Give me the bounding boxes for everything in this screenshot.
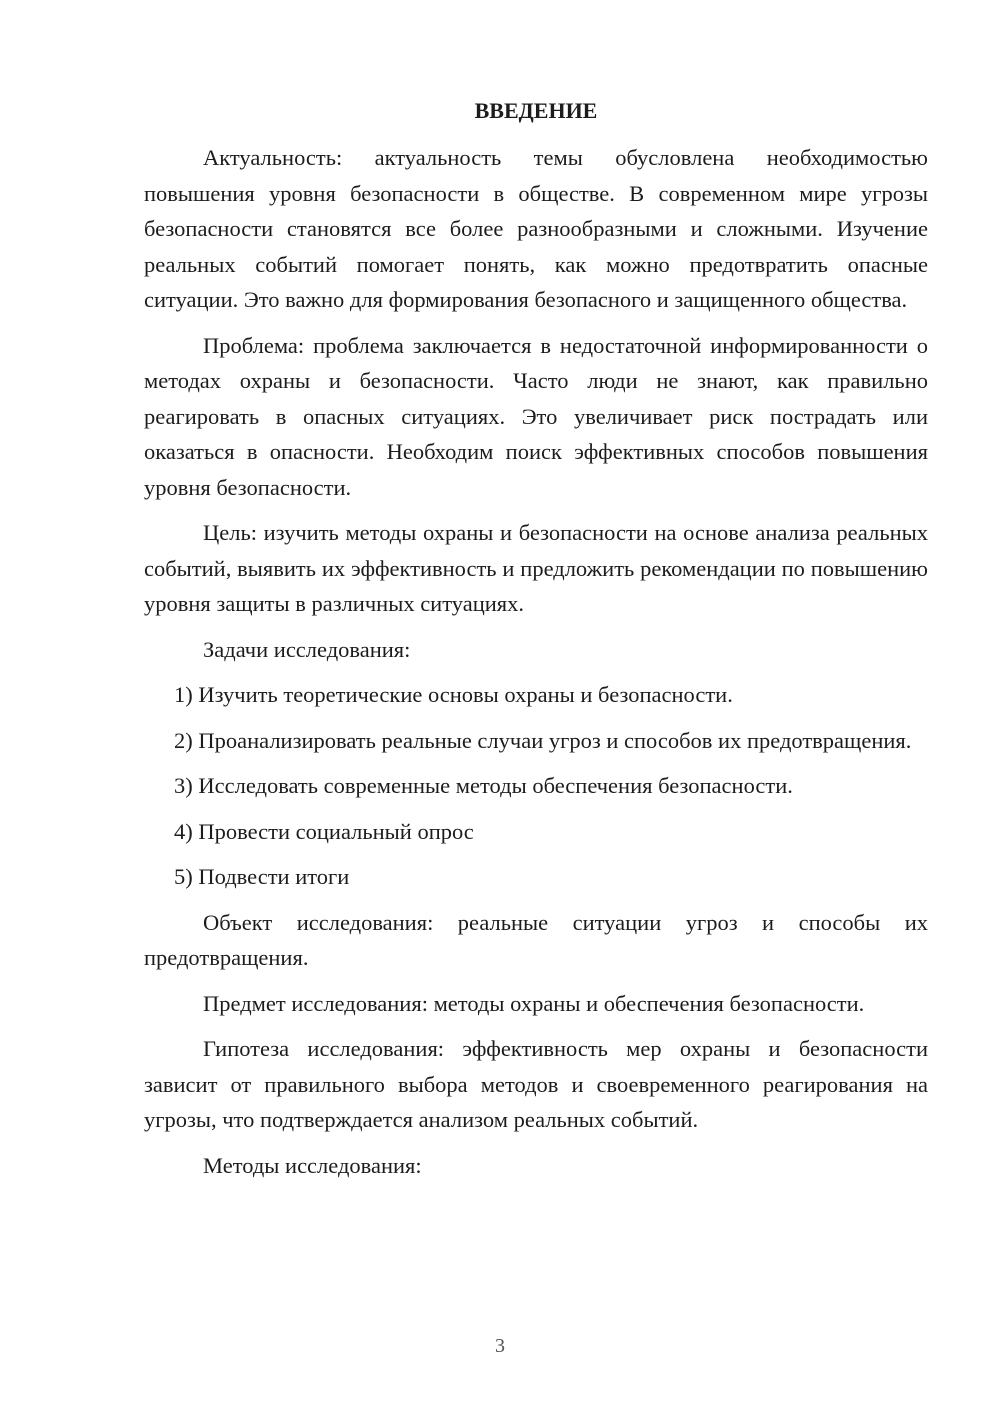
task-item-5: 5) Подвести итоги [174,864,350,889]
task-item-1: 1) Изучить теоретические основы охраны и безопасности. [174,682,733,707]
section-title: ВВЕДЕНИЕ [474,98,598,123]
task-item-4: 4) Провести социальный опрос [174,818,474,844]
paragraph-problem: Проблема: проблема заключается в недостаточной информированности о методах охраны и безопасности. Часто люди не знают, как правильно реагировать в опасных ситуациях. Это увеличивает риск пострадать или оказаться в опасности. Необходим поиск эффективных способов повышения уровня безопасности. [144,332,928,500]
methods-heading: Методы исследования: [203,1152,422,1178]
paragraph-goal: Цель: изучить методы охраны и безопасности на основе анализа реальных событий, выявить их эффективность и предложить рекомендации по повышению уровня защиты в различных ситуациях. [144,520,928,616]
task-item-3: 3) Исследовать современные методы обеспечения безопасности. [174,773,793,798]
paragraph-relevance: Актуальность: актуальность темы обусловлена необходимостью повышения уровня безопасности в обществе. В современном мире угрозы безопасности становятся все более разнообразными и сложными. Изучение реальных событий помогает понять, как можно предотвратить опасные ситуации. Это важно для формирования безопасного и защищенного общества. [144,145,928,312]
paragraph-object: Объект исследования: реальные ситуации угроз и способы их предотвращения. [144,909,928,970]
tasks-heading: Задачи исследования: [203,636,411,662]
task-item-2: 2) Проанализировать реальные случаи угроз и способов их предотвращения. [174,727,912,753]
page-number: 3 [495,1335,505,1357]
paragraph-hypothesis: Гипотеза исследования: эффективность мер охраны и безопасности зависит от правильного выбора методов и своевременного реагирования на угрозы, что подтверждается анализом реальных событий. [144,1036,928,1132]
paragraph-subject: Предмет исследования: методы охраны и обеспечения безопасности. [203,990,865,1016]
document-page [144,96,928,1193]
